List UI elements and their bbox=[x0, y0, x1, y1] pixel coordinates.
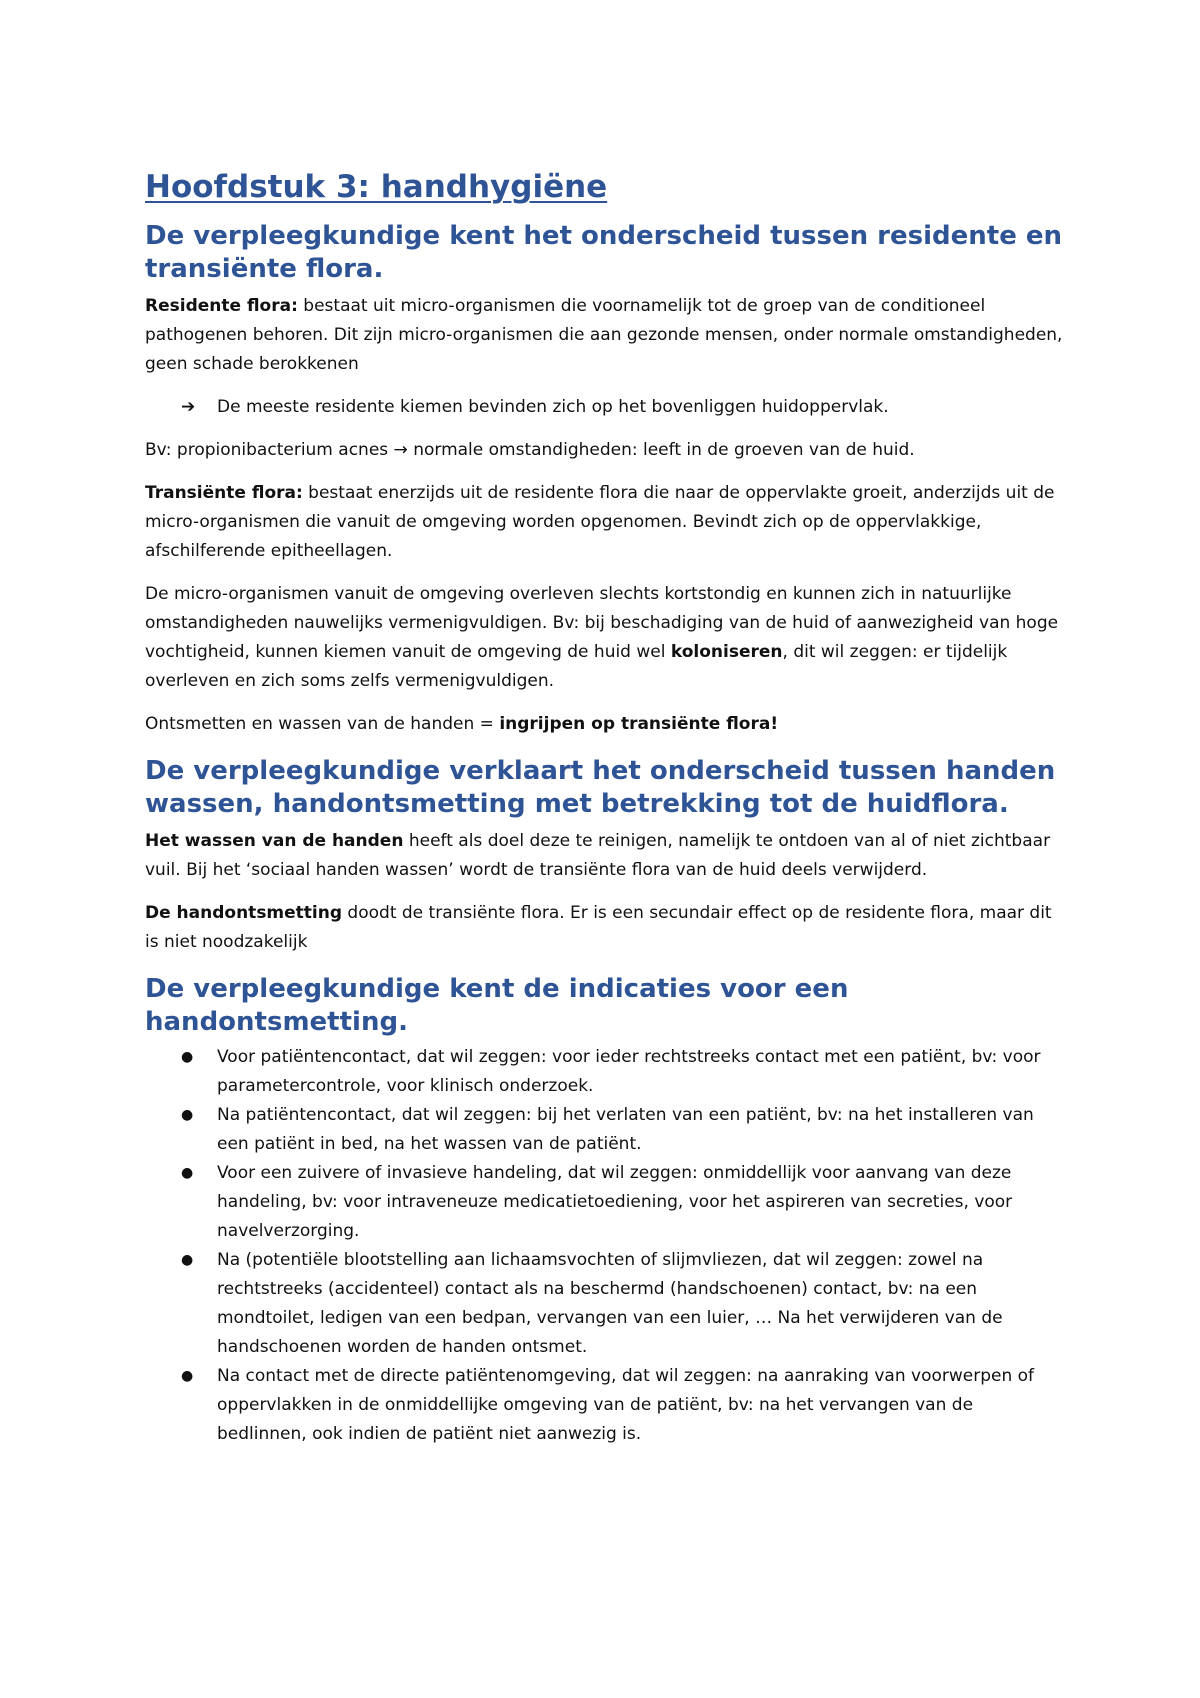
bullet-dot-icon: ● bbox=[181, 1368, 194, 1384]
list-item bbox=[181, 1043, 1065, 1101]
list-item-text: Na patiëntencontact, dat wil zeggen: bij het verlaten van een patiënt, bv: na het installeren van een patiënt in bed, na het wassen van de patiënt. bbox=[217, 1105, 1034, 1154]
paragraph-text: Ontsmetten en wassen van de handen = bbox=[145, 714, 500, 734]
term-handen-wassen: Het wassen van de handen bbox=[145, 831, 404, 851]
paragraph-text: heeft als doel deze te reinigen, namelijk te ontdoen van al of niet zichtbaar vuil. Bij het ‘sociaal handen wassen’ wordt de transiënte flora van de huid deels verwijderd. bbox=[145, 831, 1051, 880]
term-koloniseren: koloniseren bbox=[670, 642, 783, 662]
paragraph-text: bestaat enerzijds uit de residente flora die naar de oppervlakte groeit, anderzijds uit de micro-organismen die vanuit de omgeving worden opgenomen. Bevindt zich op de oppervlakkige, afschilferende epitheellagen. bbox=[145, 483, 1055, 561]
bullet-dot-icon: ● bbox=[181, 1107, 194, 1123]
paragraph-transiente-flora bbox=[145, 479, 1065, 566]
list-item bbox=[181, 1159, 1065, 1246]
paragraph-handen-wassen bbox=[145, 827, 1065, 885]
example-text-end: normale omstandigheden: leeft in de groeven van de huid. bbox=[407, 440, 915, 460]
list-item-text: Na (potentiële blootstelling aan lichaamsvochten of slijmvliezen, dat wil zeggen: zowel na rechtstreeks (accidenteel) contact als na beschermd (handschoenen) contact, bv: na een mondtoilet, ledigen van een bedpan, vervangen van een luier, … Na het verwijderen van de handschoenen worden de handen ontsmet. bbox=[217, 1250, 1003, 1357]
bullet-dot-icon: ● bbox=[181, 1252, 194, 1268]
list-item bbox=[181, 1101, 1065, 1159]
section-heading-wassen-ontsmetting: De verpleegkundige verklaart het onderscheid tussen handen wassen, handontsmetting met betrekking tot de huidflora. bbox=[145, 756, 1056, 819]
paragraph-text: doodt de transiënte flora. Er is een secundair effect op de residente flora, maar dit is niet noodzakelijk bbox=[145, 903, 1052, 952]
emphasis-ingrijpen: ingrijpen op transiënte flora! bbox=[499, 714, 779, 734]
section-heading-flora: De verpleegkundige kent het onderscheid tussen residente en transiënte flora. bbox=[145, 221, 1063, 284]
right-arrow-icon: ➔ bbox=[181, 397, 196, 417]
paragraph-text: De micro-organismen vanuit de omgeving overleven slechts kortstondig en kunnen zich in natuurlijke omstandigheden nauwelijks vermenigvuldigen. Bv: bij beschadiging van de huid of aanwezigheid van hoge vochtigheid, kunnen kiemen vanuit de omgeving de huid wel bbox=[145, 584, 1059, 662]
indications-list bbox=[145, 1043, 1065, 1449]
paragraph-residente-flora bbox=[145, 292, 1065, 379]
list-item-text: Voor een zuivere of invasieve handeling, dat wil zeggen: onmiddellijk voor aanvang van deze handeling, bv: voor intraveneuze medicatietoediening, voor het aspireren van secreties, voor navelverzorging. bbox=[217, 1163, 1013, 1241]
term-transiente-flora: Transiënte flora: bbox=[145, 483, 303, 503]
example-text-start: Bv: propionibacterium acnes bbox=[145, 440, 394, 460]
list-item-text: Voor patiëntencontact, dat wil zeggen: voor ieder rechtstreeks contact met een patiënt, bv: voor parametercontrole, voor klinisch onderzoek. bbox=[217, 1047, 1041, 1096]
list-item-text: Na contact met de directe patiëntenomgeving, dat wil zeggen: na aanraking van voorwerpen of oppervlakken in de onmiddellijke omgeving van de patiënt, bv: na het vervangen van de bedlinnen, ook indien de patiënt niet aanwezig is. bbox=[217, 1366, 1035, 1444]
paragraph-text-end: , dit wil zeggen: er tijdelijk overleven en zich soms zelfs vermenigvuldigen. bbox=[145, 642, 1008, 691]
list-item bbox=[181, 1362, 1065, 1449]
list-item bbox=[181, 1246, 1065, 1362]
paragraph-handontsmetting bbox=[145, 899, 1065, 957]
bullet-dot-icon: ● bbox=[181, 1165, 194, 1181]
paragraph-example bbox=[145, 436, 1065, 465]
bullet-dot-icon: ● bbox=[181, 1049, 194, 1065]
term-handontsmetting: De handontsmetting bbox=[145, 903, 343, 923]
section-heading-indicaties: De verpleegkundige kent de indicaties voor een handontsmetting. bbox=[145, 974, 849, 1037]
paragraph-text: bestaat uit micro-organismen die voornamelijk tot de groep van de conditioneel pathogenen behoren. Dit zijn micro-organismen die aan gezonde mensen, onder normale omstandigheden, geen schade berokkenen bbox=[145, 296, 1063, 374]
arrow-note bbox=[181, 393, 1065, 422]
paragraph-ontsmetten bbox=[145, 710, 1065, 739]
page-title: Hoofdstuk 3: handhygiëne bbox=[145, 169, 608, 205]
arrow-note-text: De meeste residente kiemen bevinden zich op het bovenliggen huidoppervlak. bbox=[217, 397, 889, 417]
document-content bbox=[145, 168, 1065, 1449]
right-arrow-icon: → bbox=[393, 440, 408, 460]
paragraph-omgeving bbox=[145, 580, 1065, 696]
term-residente-flora: Residente flora: bbox=[145, 296, 298, 316]
